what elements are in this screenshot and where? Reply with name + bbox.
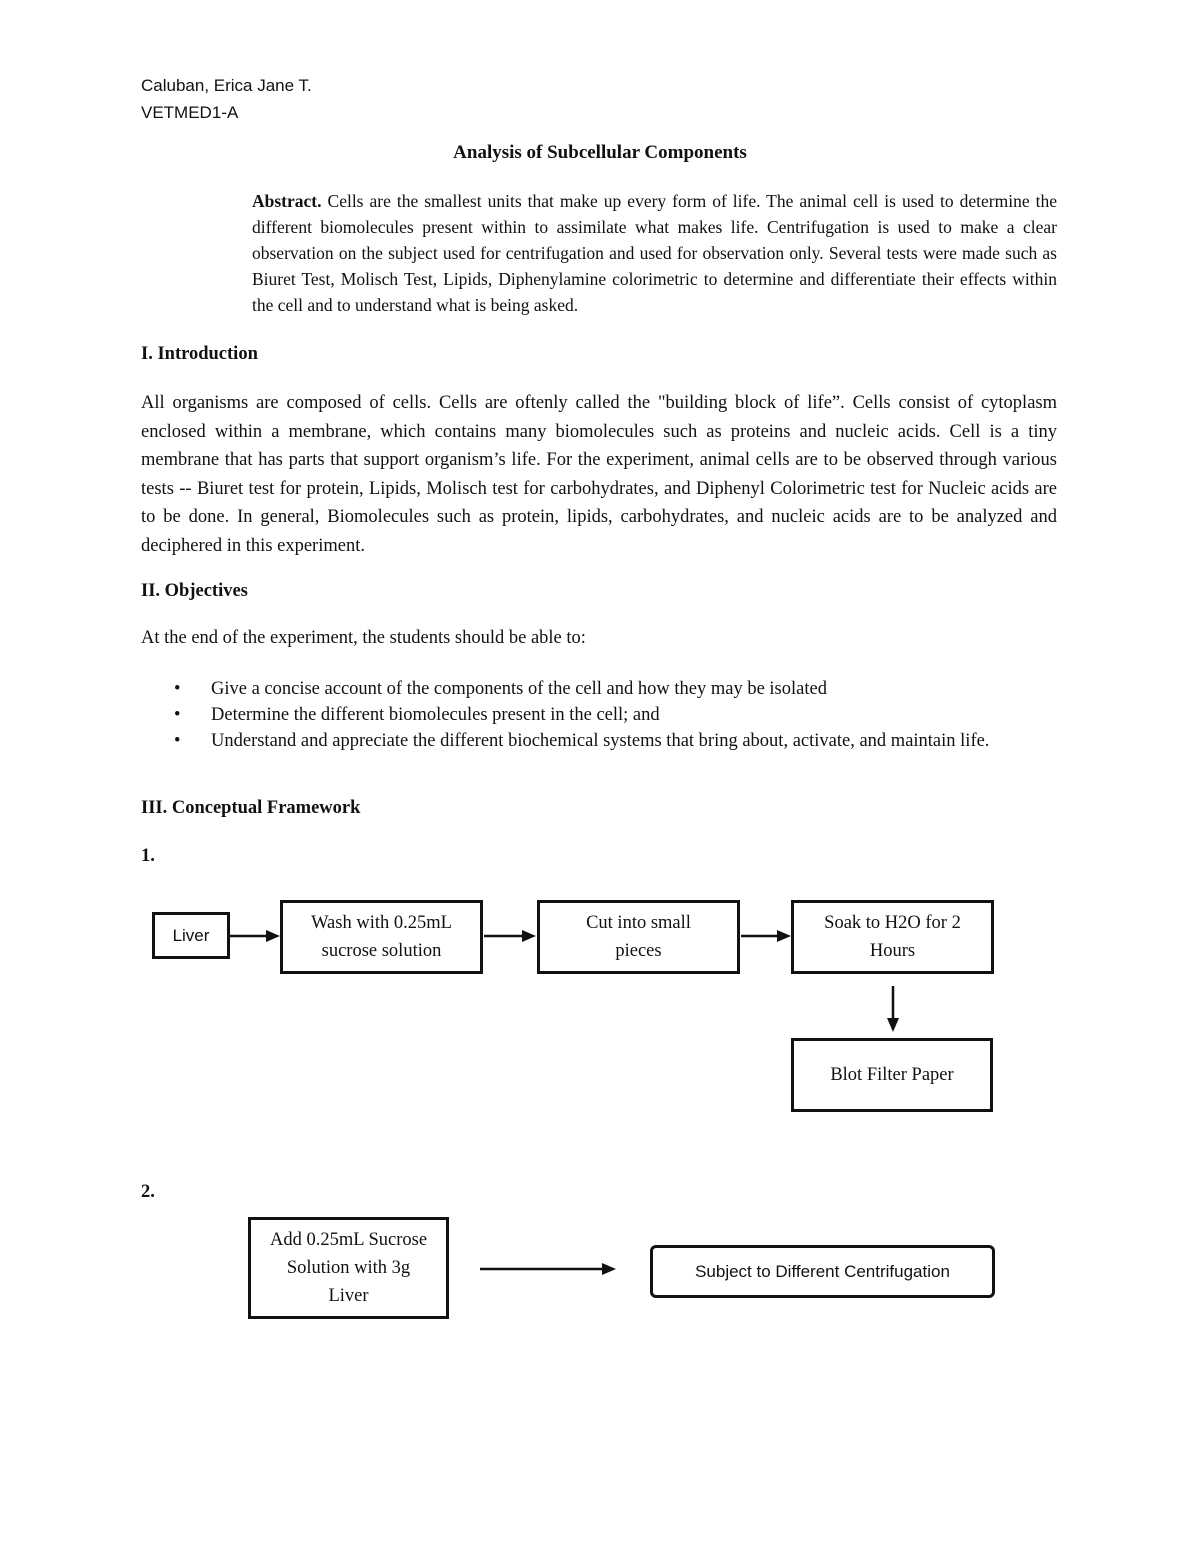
section-label: VETMED1-A [141,103,239,122]
diagram2-label: 2. [141,1182,155,1202]
arrow-right-icon [739,926,793,946]
abstract-label: Abstract. [252,191,322,211]
framework-heading: III. Conceptual Framework [141,798,361,818]
list-item: • Give a concise account of the components of the cell and how they may be isolated [141,676,1057,702]
bullet-icon: • [174,705,181,725]
arrow-down-icon [883,984,903,1034]
soak-box: Soak to H2O for 2 Hours [791,900,994,974]
objectives-intro: At the end of the experiment, the students should be able to: [141,628,586,648]
bullet-icon: • [174,679,181,699]
cut-box: Cut into small pieces [537,900,740,974]
document-title: Analysis of Subcellular Components [453,142,747,163]
blot-box: Blot Filter Paper [791,1038,993,1112]
bullet-icon: • [174,731,181,751]
introduction-text: All organisms are composed of cells. Cells are oftenly called the "building block of life”. Cells consist of cytoplasm enclosed within a membrane, which contains many biomolecules such as proteins and nucleic acids. Cell is a tiny membrane that has parts that support organism’s life. For the experiment, animal cells are to be observed through various tests -- Biuret test for protein, Lipids, Molisch test for carbohydrates, and Diphenyl Colorimetric test for Nucleic acids are to be done. In general, Biomolecules such as protein, lipids, carbohydrates, and nucleic acids are to be analyzed and deciphered in this experiment. [141,393,1057,556]
list-item: • Understand and appreciate the different biochemical systems that bring about, activate, and maintain life. [141,728,1057,754]
arrow-right-icon [478,1259,620,1279]
diagram1-label: 1. [141,846,155,866]
objectives-list [141,676,1057,754]
list-item: • Determine the different biomolecules present in the cell; and [141,702,1057,728]
author-name: Caluban, Erica Jane T. [141,76,312,95]
objectives-heading: II. Objectives [141,581,248,601]
abstract [252,188,1057,318]
wash-box: Wash with 0.25mL sucrose solution [280,900,483,974]
arrow-right-icon [482,926,538,946]
abstract-text: Cells are the smallest units that make up every form of life. The animal cell is used to determine the different biomolecules present within to assimilate what makes life. Centrifugation is used to make a clear observation on the subject used for centrifugation and used for observation only. Several tests were made such as Biuret Test, Molisch Test, Lipids, Diphenylamine colorimetric to determine and differentiate their effects within the cell and to understand what is being asked. [252,191,1058,315]
centrifugation-box: Subject to Different Centrifugation [650,1245,995,1298]
introduction-heading: I. Introduction [141,344,258,364]
add-sucrose-box: Add 0.25mL Sucrose Solution with 3g Liver [248,1217,449,1319]
arrow-right-icon [228,926,282,946]
liver-box: Liver [152,912,230,959]
